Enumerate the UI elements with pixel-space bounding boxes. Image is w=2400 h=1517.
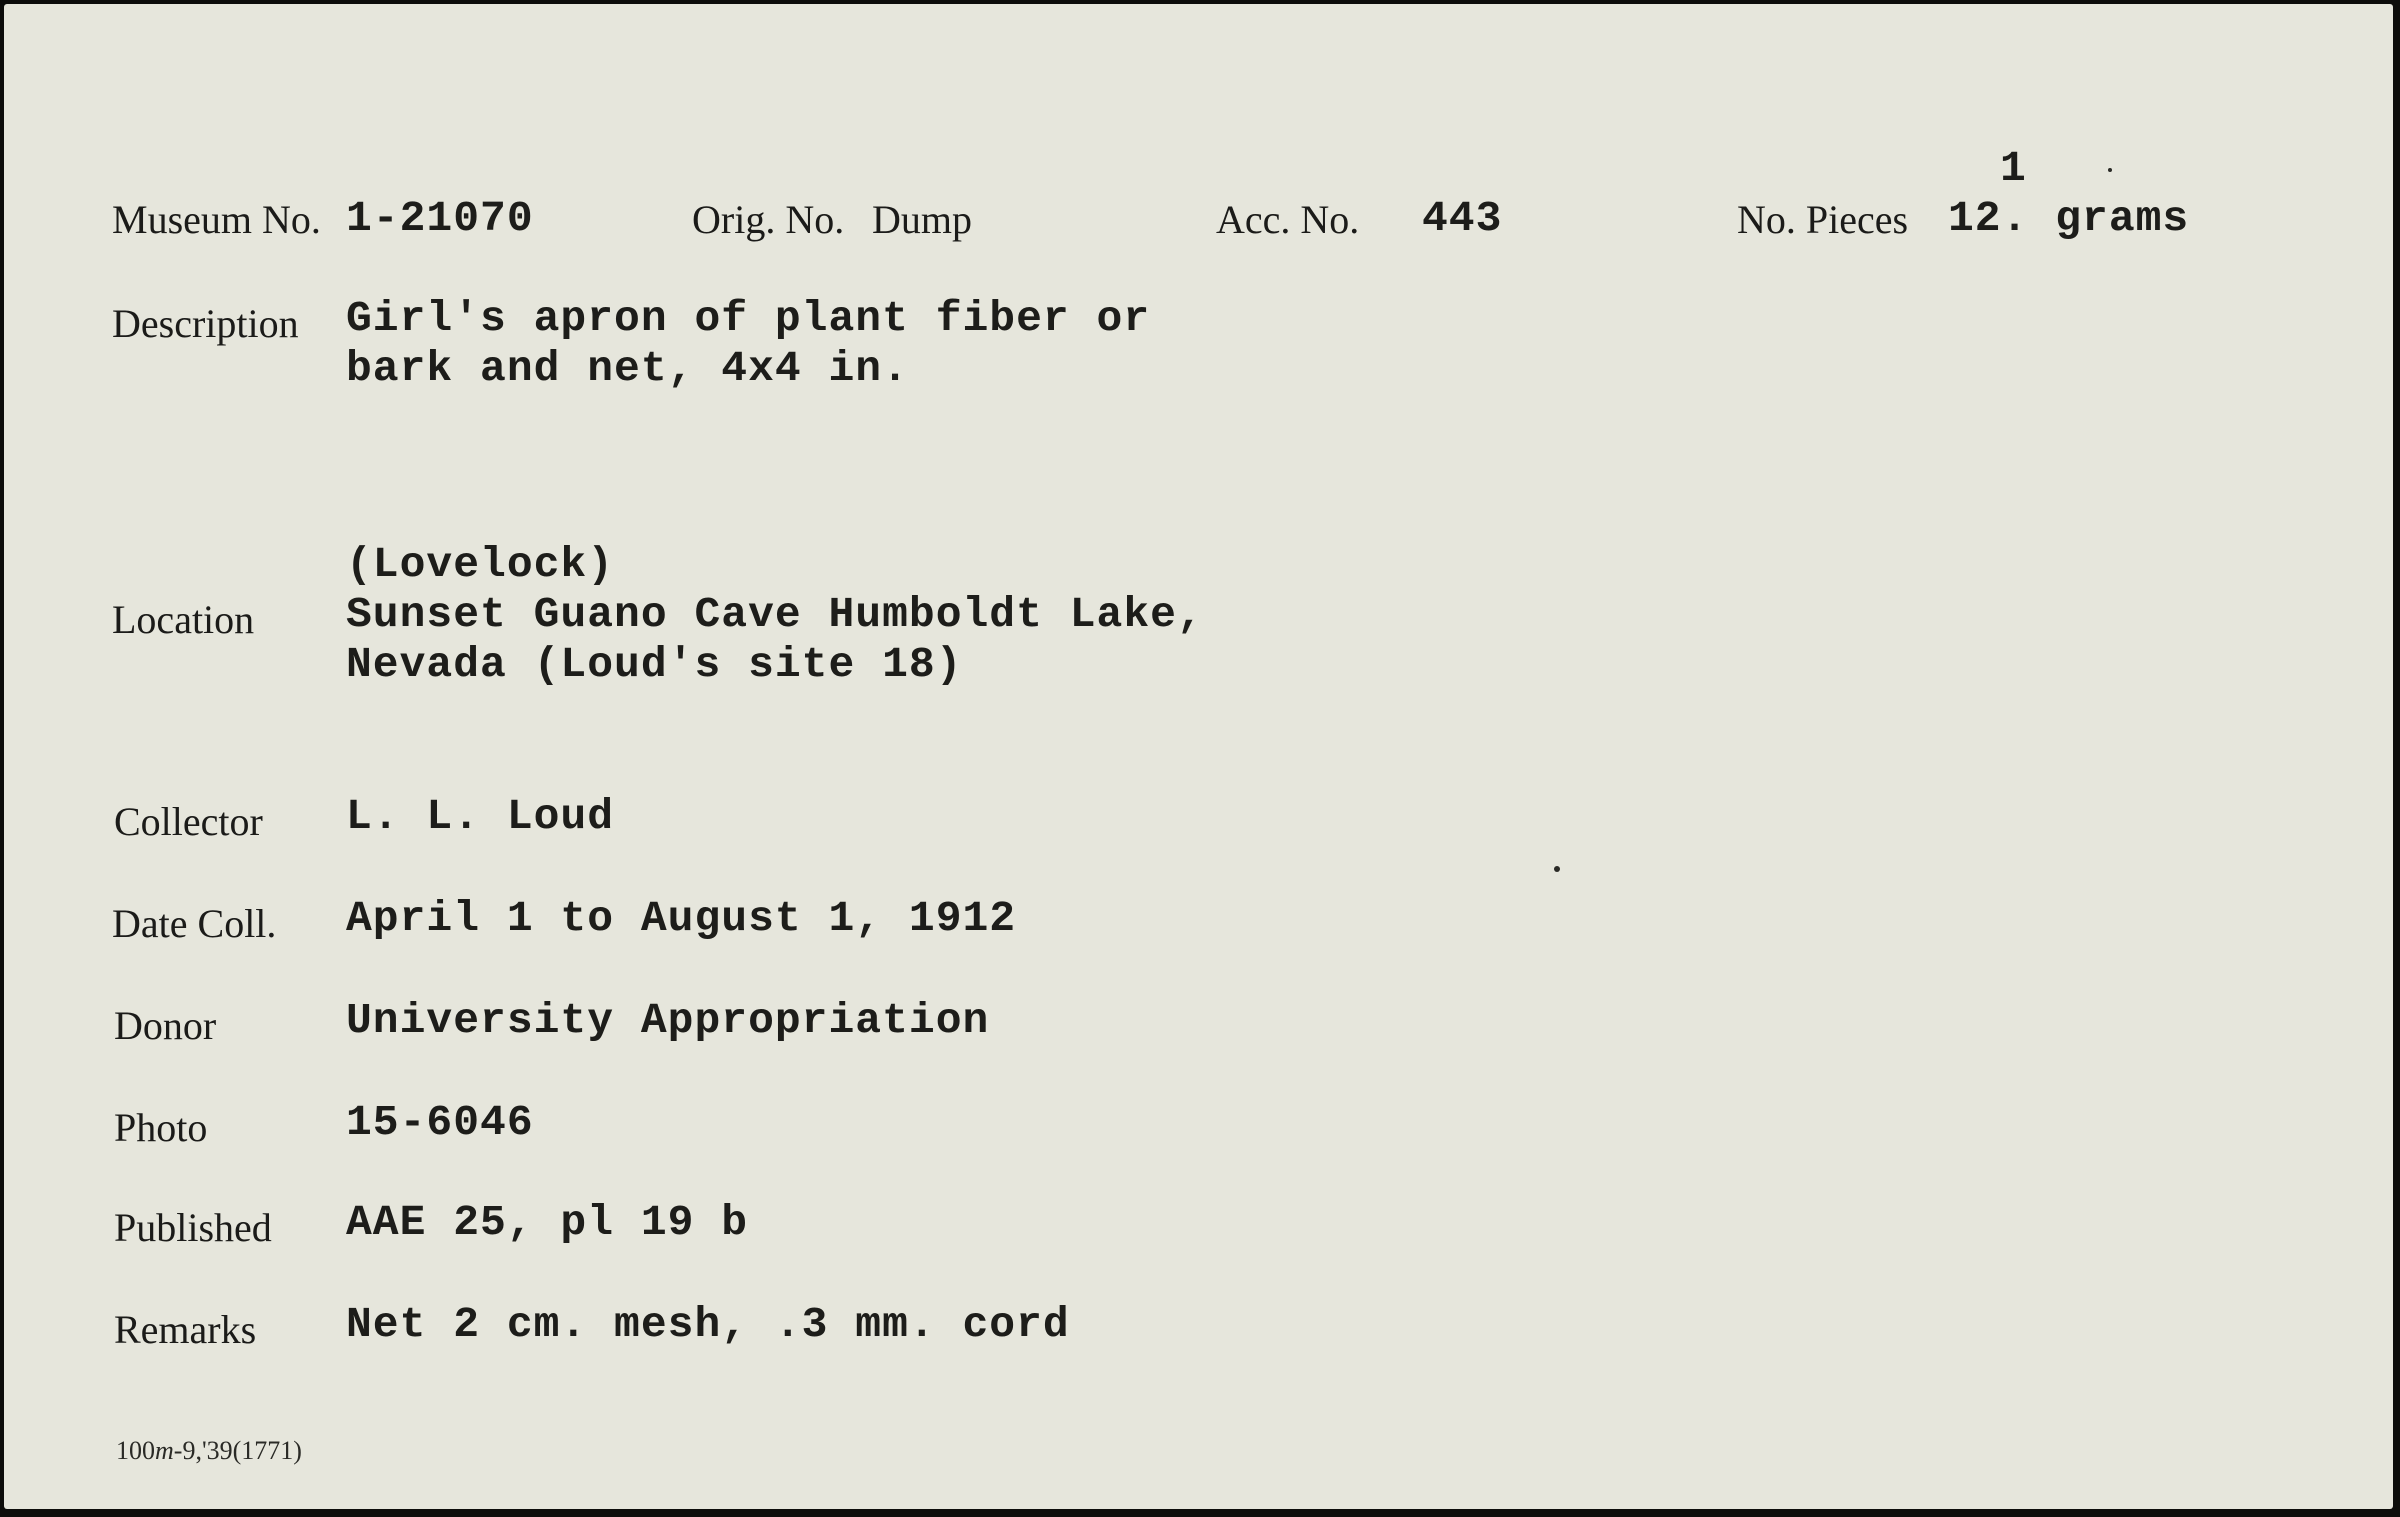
- museum-no-value: 1-21070: [346, 194, 534, 243]
- location-line-3: Nevada (Loud's site 18): [346, 640, 963, 689]
- photo-value: 15-6046: [346, 1098, 534, 1147]
- specks: [2108, 168, 2112, 172]
- catalog-card: [4, 4, 2393, 1509]
- collector-label: Collector: [114, 799, 263, 844]
- form-number-prefix: 100: [116, 1436, 155, 1465]
- description-label: Description: [112, 301, 299, 346]
- location-line-2: Sunset Guano Cave Humboldt Lake,: [346, 590, 1204, 639]
- form-number-unit: m: [155, 1436, 174, 1465]
- photo-label: Photo: [114, 1105, 208, 1150]
- orig-no-label: Orig. No.: [692, 197, 845, 242]
- acc-no-label: Acc. No.: [1216, 197, 1360, 242]
- form-number: [116, 1436, 302, 1466]
- date-coll-value: April 1 to August 1, 1912: [346, 894, 1017, 943]
- specks: [1554, 866, 1560, 872]
- collector-value: L. L. Loud: [346, 792, 615, 841]
- date-coll-label: Date Coll.: [112, 901, 277, 946]
- museum-no-label: Museum No.: [112, 197, 321, 242]
- description-line-2: bark and net, 4x4 in.: [346, 344, 909, 393]
- piece-count: 1: [2000, 144, 2027, 193]
- donor-value: University Appropriation: [346, 996, 990, 1045]
- location-line-1: (Lovelock): [346, 540, 615, 589]
- acc-no-value: 443: [1422, 194, 1503, 243]
- published-label: Published: [114, 1205, 272, 1250]
- remarks-value: Net 2 cm. mesh, .3 mm. cord: [346, 1300, 1070, 1349]
- location-label: Location: [112, 597, 255, 642]
- form-number-suffix: -9,'39(1771): [173, 1436, 302, 1465]
- no-pieces-label: No. Pieces: [1737, 197, 1909, 242]
- no-pieces-value: 12. grams: [1948, 194, 2190, 243]
- description-line-1: Girl's apron of plant fiber or: [346, 294, 1151, 343]
- orig-no-value: Dump: [872, 197, 972, 242]
- published-value: AAE 25, pl 19 b: [346, 1198, 749, 1247]
- remarks-label: Remarks: [114, 1307, 257, 1352]
- donor-label: Donor: [114, 1003, 217, 1048]
